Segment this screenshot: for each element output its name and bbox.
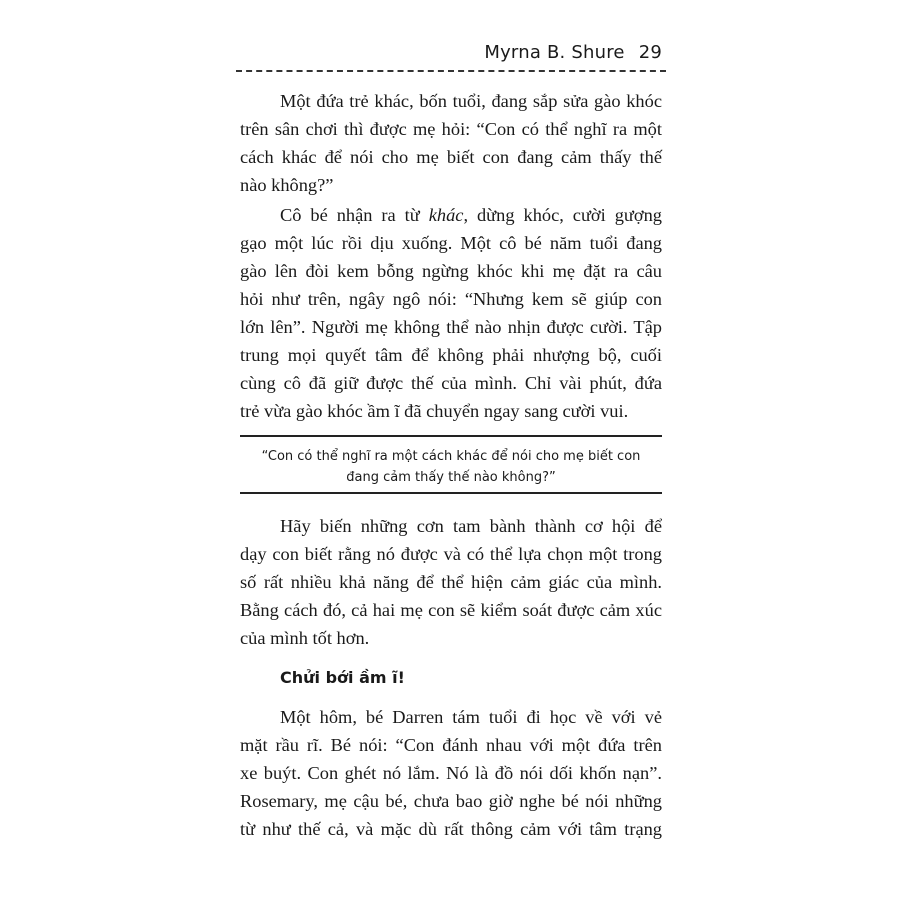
text-run: Cô bé nhận ra từ <box>280 205 429 225</box>
paragraph-line: Rosemary, mẹ cậu bé, chưa bao giờ nghe bé nói những <box>240 791 662 811</box>
paragraph-line: gào lên đòi kem bỗng ngừng khóc khi mẹ đặt ra câu <box>240 261 662 281</box>
paragraph-line: mặt rầu rĩ. Bé nói: “Con đánh nhau với một đứa trên <box>240 735 662 755</box>
paragraph-line: xe buýt. Con ghét nó lắm. Nó là đồ nói dối khốn nạn”. <box>240 763 662 783</box>
paragraph-1 <box>240 87 662 199</box>
paragraph-4 <box>240 703 662 843</box>
section-subheading: Chửi bới ầm ĩ! <box>280 668 405 687</box>
paragraph-line: dạy con biết rằng nó được và có thể lựa chọn một trong <box>240 544 662 564</box>
paragraph-line: nào không?” <box>240 175 334 195</box>
emphasized-word: khác <box>428 205 464 225</box>
pullquote-top-rule <box>240 435 662 437</box>
header-author: Myrna B. Shure <box>484 42 625 63</box>
paragraph-line: từ như thế cả, và mặc dù rất thông cảm với tâm trạng <box>240 819 662 839</box>
paragraph-line: gạo một lúc rồi dịu xuống. Một cô bé năm tuổi đang <box>240 233 662 253</box>
paragraph-line: hỏi như trên, ngây ngô nói: “Nhưng kem sẽ giúp con <box>240 289 662 309</box>
paragraph-line: cách khác để nói cho mẹ biết con đang cảm thấy thế <box>240 147 662 167</box>
paragraph-line: Bằng cách đó, cả hai mẹ con sẽ kiểm soát được cảm xúc <box>240 600 662 620</box>
running-header <box>236 40 666 72</box>
paragraph-line: lớn lên”. Người mẹ không thể nào nhịn được cười. Tập <box>240 317 662 337</box>
pullquote-bottom-rule <box>240 492 662 494</box>
running-header-text <box>484 42 662 63</box>
paragraph-line: của mình tốt hơn. <box>240 628 370 648</box>
pullquote <box>240 446 662 488</box>
pullquote-line: đang cảm thấy thế nào không?” <box>346 470 556 485</box>
paragraph-line: Một đứa trẻ khác, bốn tuổi, đang sắp sửa gào khóc <box>280 91 662 111</box>
paragraph-line: Một hôm, bé Darren tám tuổi đi học về với vẻ <box>280 707 662 727</box>
page-number: 29 <box>638 42 662 63</box>
paragraph-3 <box>240 512 662 652</box>
paragraph-line: trẻ vừa gào khóc ầm ĩ đã chuyển ngay sang cười vui. <box>240 401 629 421</box>
paragraph-line: trung mọi quyết tâm để không phải nhượng bộ, cuối <box>240 345 662 365</box>
text-run: , dừng khóc, cười gượng <box>463 205 662 225</box>
paragraph-2 <box>240 201 662 425</box>
paragraph-line: Hãy biến những cơn tam bành thành cơ hội để <box>280 516 662 536</box>
pullquote-line: “Con có thể nghĩ ra một cách khác để nói cho mẹ biết con <box>261 449 641 464</box>
paragraph-line: trên sân chơi thì được mẹ hỏi: “Con có thể nghĩ ra một <box>240 119 662 139</box>
paragraph-line: cùng cô đã giữ được thế của mình. Chỉ vài phút, đứa <box>240 373 662 393</box>
paragraph-line <box>240 201 662 229</box>
paragraph-line: số rất nhiều khả năng để thể hiện cảm giác của mình. <box>240 572 662 592</box>
